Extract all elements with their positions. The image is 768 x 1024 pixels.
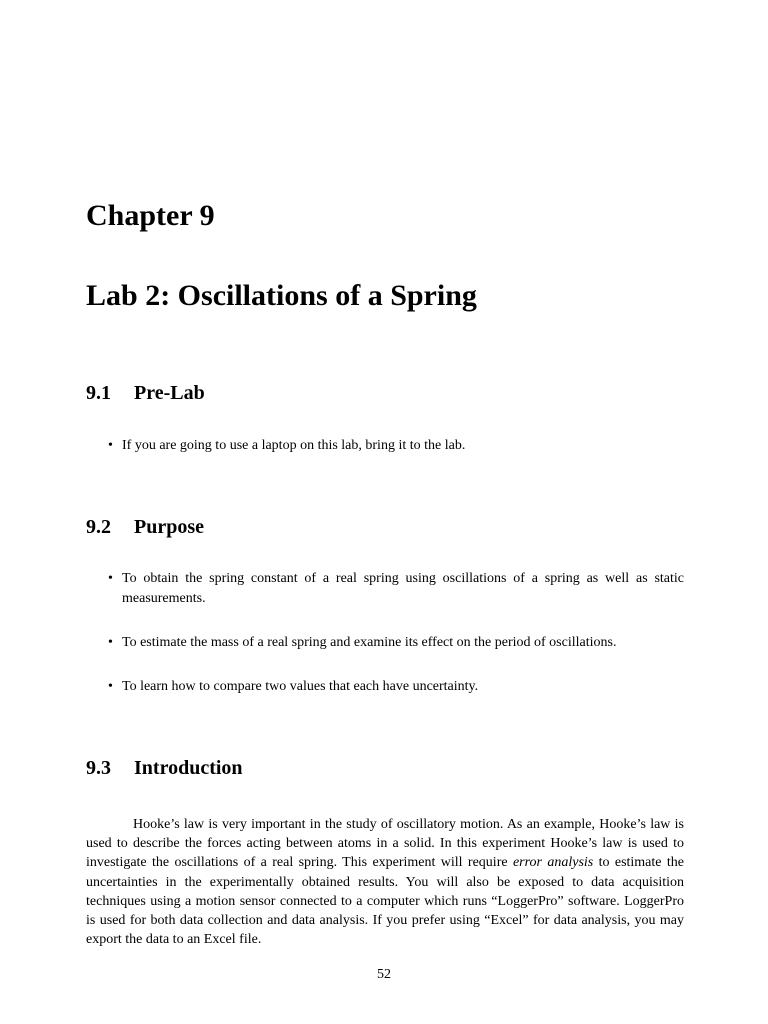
bullet-icon: • [108, 679, 113, 694]
section-number: 9.3 [86, 757, 111, 779]
section-number: 9.1 [86, 382, 111, 404]
section-title: Introduction [134, 757, 243, 779]
list-item [106, 569, 684, 609]
purpose-bullet-list [106, 677, 684, 697]
list-item-text: To estimate the mass of a real spring and examine its effect on the period of oscillations. [122, 635, 617, 650]
section-title: Pre-Lab [134, 382, 205, 404]
section-heading-purpose [86, 514, 204, 540]
introduction-paragraph [86, 815, 684, 949]
paragraph-text: Hooke’s law is very important in the study of oscillatory motion. As an example, Hooke’s law is used to describe the forces acting between atoms in a solid. In this experiment Hooke’s law is used to investigate the oscillations of a real spring. This experiment will require [86, 817, 684, 871]
chapter-label: Chapter 9 [86, 199, 215, 232]
section-heading-introduction [86, 755, 243, 781]
prelab-bullet-list [106, 436, 684, 456]
purpose-bullet-list [106, 569, 684, 609]
list-item [106, 436, 684, 456]
list-item-text: To obtain the spring constant of a real spring using oscillations of a spring as well as static measurements. [122, 571, 684, 606]
section-number: 9.2 [86, 516, 111, 538]
section-title: Purpose [134, 516, 204, 538]
bullet-icon: • [108, 438, 113, 453]
list-item [106, 677, 684, 697]
section-heading-prelab [86, 380, 205, 406]
list-item-text: To learn how to compare two values that each have uncertainty. [122, 679, 479, 694]
purpose-bullet-list [106, 633, 684, 653]
list-item [106, 633, 684, 653]
paragraph-text: to estimate the uncertainties in the experimentally obtained results. You will also be exposed to data acquisition techniques using a motion sensor connected to a computer which runs “LoggerPro” software. LoggerPro is used for both data collection and data analysis. If you prefer using “Excel” for data analysis, you may export the data to an Excel file. [86, 855, 684, 948]
chapter-title: Lab 2: Oscillations of a Spring [86, 279, 477, 312]
emphasis-text: error analysis [512, 855, 594, 871]
bullet-icon: • [108, 635, 113, 650]
list-item-text: If you are going to use a laptop on this lab, bring it to the lab. [122, 438, 466, 453]
page-number: 52 [377, 967, 391, 982]
bullet-icon: • [108, 571, 113, 586]
